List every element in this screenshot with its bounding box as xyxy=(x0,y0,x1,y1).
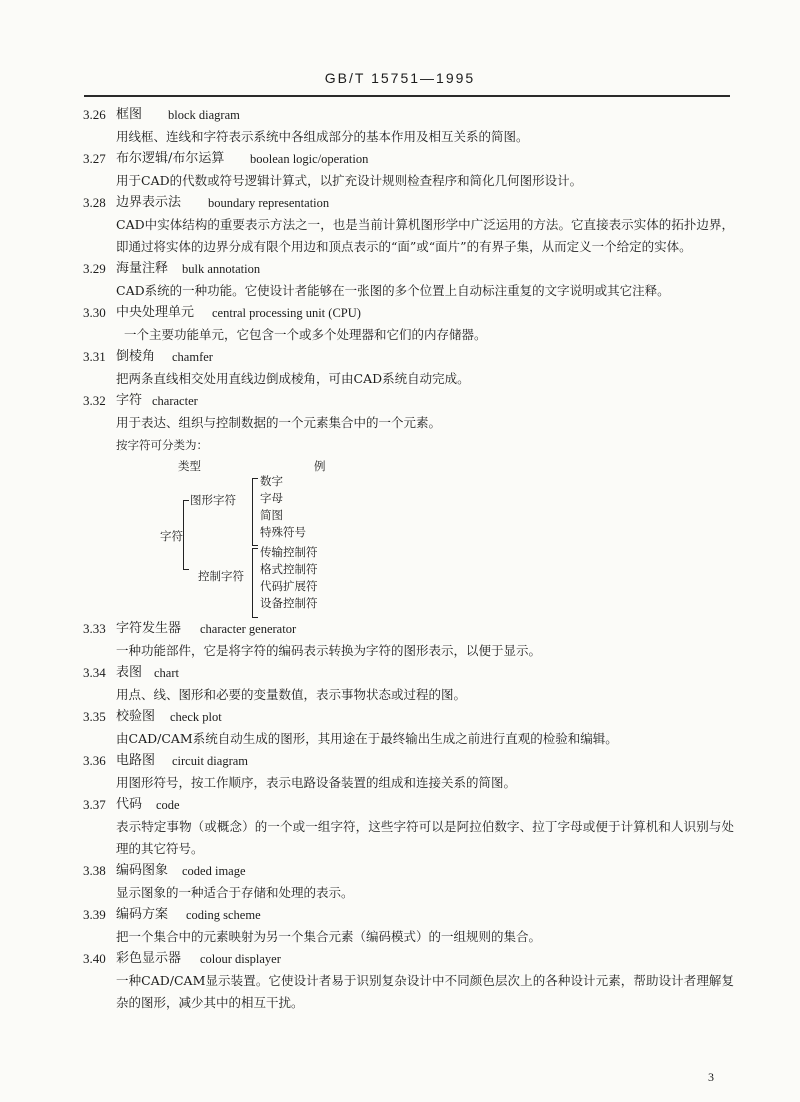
definition: 显示图象的一种适合于存储和处理的表示。 xyxy=(116,885,354,900)
definition: 表示特定事物（或概念）的一个或一组字符，这些字符可以是阿拉伯数字、拉丁字母或便于计算机和人识别与处理的其它符号。 xyxy=(116,819,734,856)
entry-number: 3.31 xyxy=(83,349,106,364)
term-english: boolean logic/operation xyxy=(250,152,369,166)
entry-number: 3.27 xyxy=(83,151,106,166)
term-chinese: 字符 xyxy=(116,393,143,408)
root-brace xyxy=(183,500,189,570)
term-english: chamfer xyxy=(172,350,213,364)
entry-3-28 xyxy=(0,192,800,258)
definition: CAD中实体结构的重要表示方法之一，也是当前计算机图形学中广泛运用的方法。它直接表示实体的拓扑边界，即通过将实体的边界分成有限个用边和顶点表示的“面”或“面片”的有界子集，从而定义一个给定的实体。 xyxy=(116,217,734,254)
entry-3-29 xyxy=(0,258,800,302)
entry-number: 3.28 xyxy=(83,195,106,210)
entry-number: 3.32 xyxy=(83,393,106,408)
entry-3-26 xyxy=(0,104,800,148)
entry-number: 3.33 xyxy=(83,621,106,636)
diagram-item: 格式控制符 xyxy=(260,562,318,576)
term-english: colour displayer xyxy=(200,952,281,966)
diagram-item: 简图 xyxy=(260,508,283,522)
term-english: character xyxy=(152,394,198,408)
term-english: chart xyxy=(154,666,179,680)
term-english: central processing unit (CPU) xyxy=(212,306,361,320)
diagram-item: 特殊符号 xyxy=(260,525,306,539)
entry-3-35 xyxy=(0,706,800,750)
term-chinese: 编码图象 xyxy=(116,863,169,878)
definition: 一个主要功能单元，它包含一个或多个处理器和它们的内存储器。 xyxy=(124,327,487,342)
diagram-item: 字母 xyxy=(260,491,283,505)
entry-number: 3.29 xyxy=(83,261,106,276)
header-rule xyxy=(84,95,730,97)
entry-3-39 xyxy=(0,904,800,948)
group-brace-graphic xyxy=(252,478,258,546)
diagram-item: 传输控制符 xyxy=(260,545,318,559)
definition: 用线框、连线和字符表示系统中各组成部分的基本作用及相互关系的简图。 xyxy=(116,129,529,144)
definition: 用图形符号，按工作顺序，表示电路设备装置的组成和连接关系的简图。 xyxy=(116,775,517,790)
character-classification-diagram xyxy=(0,456,800,618)
entry-3-30 xyxy=(0,302,800,346)
term-chinese: 编码方案 xyxy=(116,907,169,922)
diagram-item: 设备控制符 xyxy=(260,596,318,610)
page-number: 3 xyxy=(708,1070,714,1084)
definition: 用于CAD的代数或符号逻辑计算式，以扩充设计规则检查程序和简化几何图形设计。 xyxy=(116,173,583,188)
diagram-item: 数字 xyxy=(260,474,283,488)
term-chinese: 字符发生器 xyxy=(116,621,182,636)
term-chinese: 中央处理单元 xyxy=(116,305,195,320)
term-chinese: 表图 xyxy=(116,665,143,680)
term-english: code xyxy=(156,798,180,812)
term-chinese: 布尔逻辑/布尔运算 xyxy=(116,151,225,166)
term-chinese: 框图 xyxy=(116,107,143,122)
entry-number: 3.30 xyxy=(83,305,106,320)
entry-number: 3.39 xyxy=(83,907,106,922)
entry-3-33 xyxy=(0,618,800,662)
group-label-graphic: 图形字符 xyxy=(190,493,236,507)
definition-note: 按字符可分类为： xyxy=(116,438,208,452)
diagram-root-label: 字符 xyxy=(160,529,183,543)
entry-3-31 xyxy=(0,346,800,390)
entry-number: 3.26 xyxy=(83,107,106,122)
definition: 一种功能部件，它是将字符的编码表示转换为字符的图形表示，以便于显示。 xyxy=(116,643,542,658)
entry-3-34 xyxy=(0,662,800,706)
term-chinese: 倒棱角 xyxy=(116,349,156,364)
entry-number: 3.38 xyxy=(83,863,106,878)
term-english: bulk annotation xyxy=(182,262,261,276)
definition: 由CAD/CAM系统自动生成的图形，其用途在于最终输出生成之前进行直观的检验和编辑。 xyxy=(116,731,618,746)
entry-3-37 xyxy=(0,794,800,860)
term-english: coding scheme xyxy=(186,908,261,922)
definition: 一种CAD/CAM显示装置。它使设计者易于识别复杂设计中不同颜色层次上的各种设计元素，帮助设计者理解复杂的图形，减少其中的相互干扰。 xyxy=(116,973,734,1010)
column-header-example: 例 xyxy=(314,459,326,473)
definition: 把一个集合中的元素映射为另一个集合元素（编码模式）的一组规则的集合。 xyxy=(116,929,542,944)
definition: CAD系统的一种功能。它使设计者能够在一张图的多个位置上自动标注重复的文字说明或其它注释。 xyxy=(116,283,670,298)
term-chinese: 彩色显示器 xyxy=(116,951,182,966)
column-header-type: 类型 xyxy=(178,459,201,473)
entry-3-40 xyxy=(0,948,800,1014)
diagram-item: 代码扩展符 xyxy=(260,579,318,593)
group-label-control: 控制字符 xyxy=(198,569,244,583)
term-english: circuit diagram xyxy=(172,754,249,768)
term-chinese: 代码 xyxy=(116,797,143,812)
term-chinese: 电路图 xyxy=(116,753,156,768)
definition: 把两条直线相交处用直线边倒成棱角，可由CAD系统自动完成。 xyxy=(116,371,470,386)
term-english: check plot xyxy=(170,710,222,724)
term-chinese: 海量注释 xyxy=(116,261,169,276)
term-english: coded image xyxy=(182,864,246,878)
term-english: block diagram xyxy=(168,108,240,122)
entry-number: 3.34 xyxy=(83,665,106,680)
entry-3-32 xyxy=(0,390,800,618)
page-content xyxy=(0,104,800,1014)
entry-3-38 xyxy=(0,860,800,904)
entry-number: 3.37 xyxy=(83,797,106,812)
definition: 用于表达、组织与控制数据的一个元素集合中的一个元素。 xyxy=(116,415,442,430)
definition: 用点、线、图形和必要的变量数值，表示事物状态或过程的图。 xyxy=(116,687,467,702)
entry-number: 3.35 xyxy=(83,709,106,724)
term-english: character generator xyxy=(200,622,297,636)
entry-3-36 xyxy=(0,750,800,794)
document-header: GB/T 15751—1995 xyxy=(324,70,476,86)
entry-number: 3.40 xyxy=(83,951,106,966)
entry-3-27 xyxy=(0,148,800,192)
term-english: boundary representation xyxy=(208,196,330,210)
term-chinese: 边界表示法 xyxy=(116,195,182,210)
term-chinese: 校验图 xyxy=(116,709,156,724)
entry-number: 3.36 xyxy=(83,753,106,768)
group-brace-control xyxy=(252,548,258,618)
